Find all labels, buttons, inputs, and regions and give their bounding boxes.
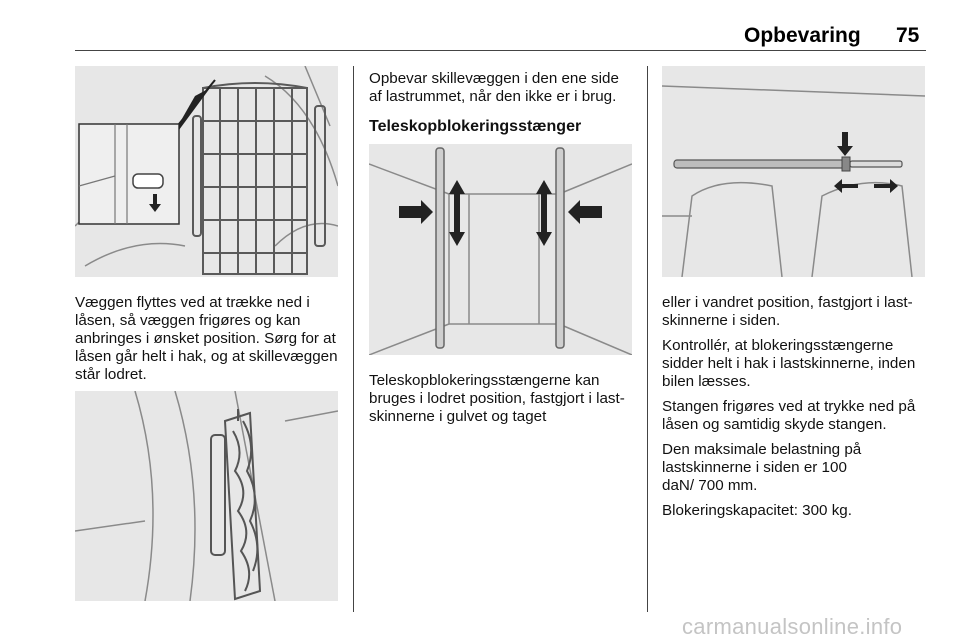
figure-partition-stored xyxy=(75,391,338,601)
column-divider-1 xyxy=(353,66,354,612)
col1-paragraph xyxy=(75,294,341,391)
col3-text-block xyxy=(662,294,928,527)
figure-telescopic-bar-horizontal xyxy=(662,66,925,277)
arrow-left-icon xyxy=(834,179,858,193)
column-divider-2 xyxy=(647,66,648,612)
telescopic-bars-vertical-illustration xyxy=(369,144,632,355)
col2-paragraph xyxy=(369,372,635,433)
header-rule xyxy=(75,50,926,51)
arrow-left-icon xyxy=(568,200,602,224)
col3-paragraph-2: Kontrollér, at blokeringsstængerne sidder helt i hak i lastskinnerne, inden bilen læsses. xyxy=(662,337,916,390)
figure-partition-net xyxy=(75,66,338,277)
col3-paragraph-4: Den maksimale belastning på lastskinnerne i siden er 100 daN/ 700 mm. xyxy=(662,441,862,494)
watermark: carmanualsonline.info xyxy=(682,614,903,639)
page-header-title: Opbevaring xyxy=(744,24,861,47)
section-heading-telescopic-bars: Teleskopblokeringsstænger xyxy=(369,118,582,135)
col3-paragraph-5: Blokeringskapacitet: 300 kg. xyxy=(662,502,852,519)
arrow-down-icon xyxy=(837,132,853,156)
arrow-right-icon xyxy=(399,200,433,224)
telescopic-bar-horizontal-illustration xyxy=(662,66,925,277)
arrow-up-down-icon xyxy=(449,180,465,246)
col2-intro-text: Opbevar skillevæggen i den ene side af lastrummet, når den ikke er i brug. xyxy=(369,70,619,105)
col3-paragraph-3: Stangen frigøres ved at trykke ned på låsen og samtidig skyde stangen. xyxy=(662,398,916,433)
col1-text: Væggen flyttes ved at trække ned i låsen, så væggen frigøres og kan anbringes i ønsket position. Sørg for at låsen går helt i hak, og at skillevæggen står lodret. xyxy=(75,294,338,383)
col3-paragraph-1: eller i vandret position, fastgjort i lastskinnerne i siden. xyxy=(662,294,913,329)
partition-stored-illustration xyxy=(75,391,338,601)
partition-net-illustration xyxy=(75,66,338,277)
page-number: 75 xyxy=(896,24,920,47)
figure-telescopic-bars-vertical xyxy=(369,144,632,355)
col2-text: Teleskopblokeringsstængerne kan bruges i lodret position, fastgjort i lastskinnerne i gulvet og taget xyxy=(369,372,625,425)
arrow-right-icon xyxy=(874,179,898,193)
col2-intro xyxy=(369,70,635,113)
